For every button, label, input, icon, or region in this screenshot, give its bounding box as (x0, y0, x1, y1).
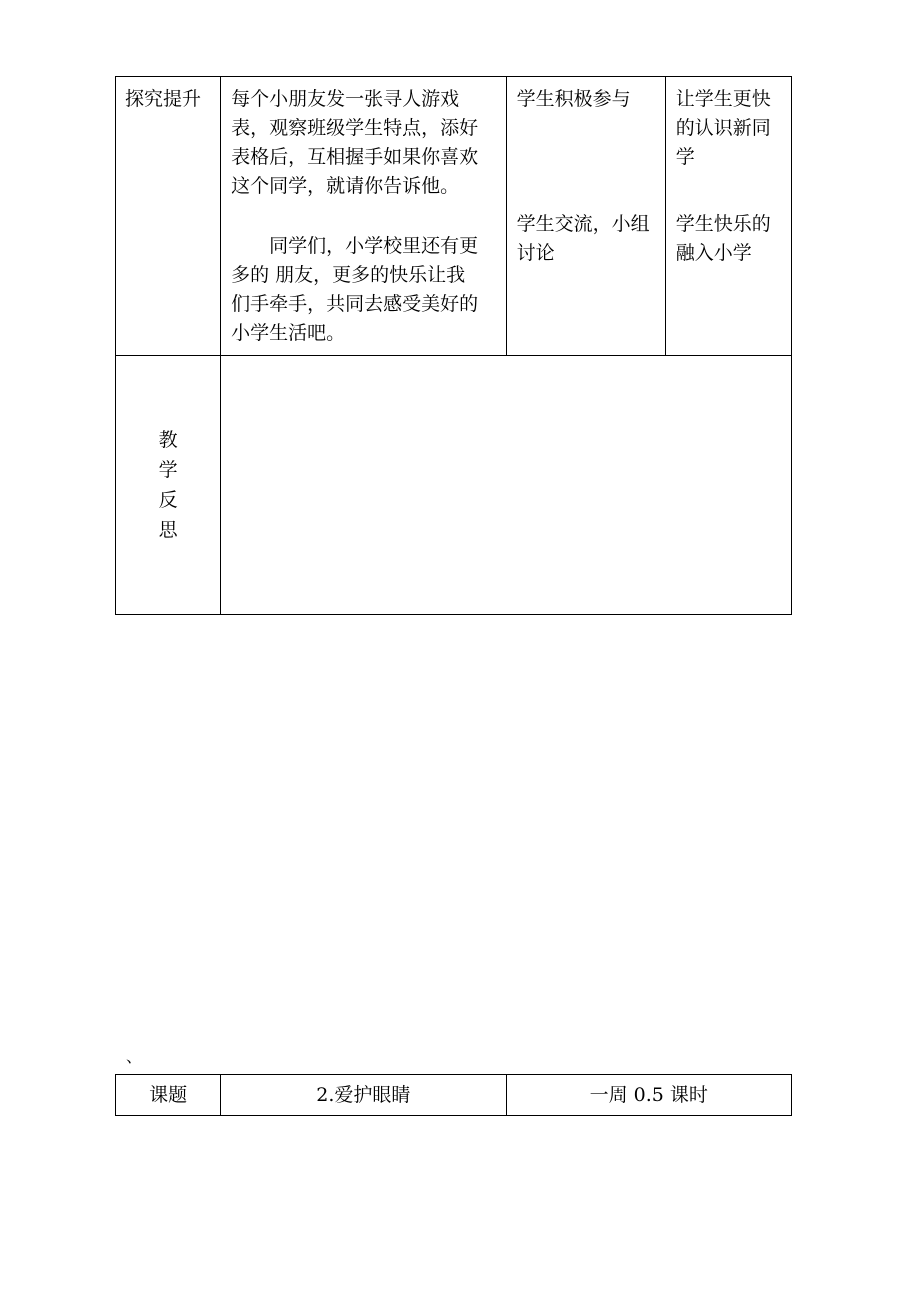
intent-line: 学生快乐的 (675, 213, 771, 235)
reflection-label-char: 反 (158, 489, 178, 511)
activity-line: 学生交流，小组 (516, 213, 650, 235)
reflection-label-char: 思 (158, 519, 178, 541)
reflection-label-char: 教 (158, 429, 178, 451)
intent-line: 的认识新同 (675, 117, 771, 139)
content-line: 这个同学，就请你告诉他。 (231, 175, 460, 197)
table-row-inquiry (116, 77, 792, 356)
lesson-title: 2.爱护眼睛 (221, 1075, 506, 1116)
student-activity (506, 77, 665, 356)
content-paragraph-2 (231, 232, 499, 348)
lesson-label: 课题 (116, 1075, 221, 1116)
lesson-title-table (115, 1074, 792, 1116)
intent-line: 学 (675, 146, 695, 168)
table-row-lesson-title (116, 1075, 792, 1116)
content-paragraph-1 (231, 85, 499, 201)
teaching-content (221, 77, 506, 356)
design-intent (665, 77, 791, 356)
content-line: 多的 朋友，更多的快乐让我 (231, 264, 466, 286)
activity-line: 讨论 (516, 242, 555, 264)
content-line: 表格后，互相握手如果你喜欢 (231, 146, 479, 168)
intent-1 (676, 85, 787, 172)
content-line: 们手牵手，共同去感受美好的 (231, 293, 479, 315)
content-line: 表，观察班级学生特点，添好 (231, 117, 479, 139)
reflection-label-char: 学 (158, 459, 178, 481)
intent-2 (676, 210, 787, 268)
content-line: 小学生活吧。 (231, 322, 346, 344)
activity-2 (517, 210, 661, 268)
lesson-duration: 一周 0.5 课时 (506, 1075, 791, 1116)
intent-line: 融入小学 (675, 242, 752, 264)
stage-label: 探究提升 (116, 77, 221, 356)
intent-line: 让学生更快 (675, 88, 771, 110)
table-row-reflection (116, 356, 792, 615)
reflection-content (221, 356, 792, 615)
activity-1: 学生积极参与 (516, 88, 631, 110)
content-line: 同学们，小学校里还有更 (269, 235, 479, 257)
content-line: 每个小朋友发一张寻人游戏 (231, 88, 460, 110)
separator-mark: 、 (126, 1047, 143, 1066)
lesson-plan-table (115, 76, 792, 615)
reflection-label (116, 356, 221, 615)
